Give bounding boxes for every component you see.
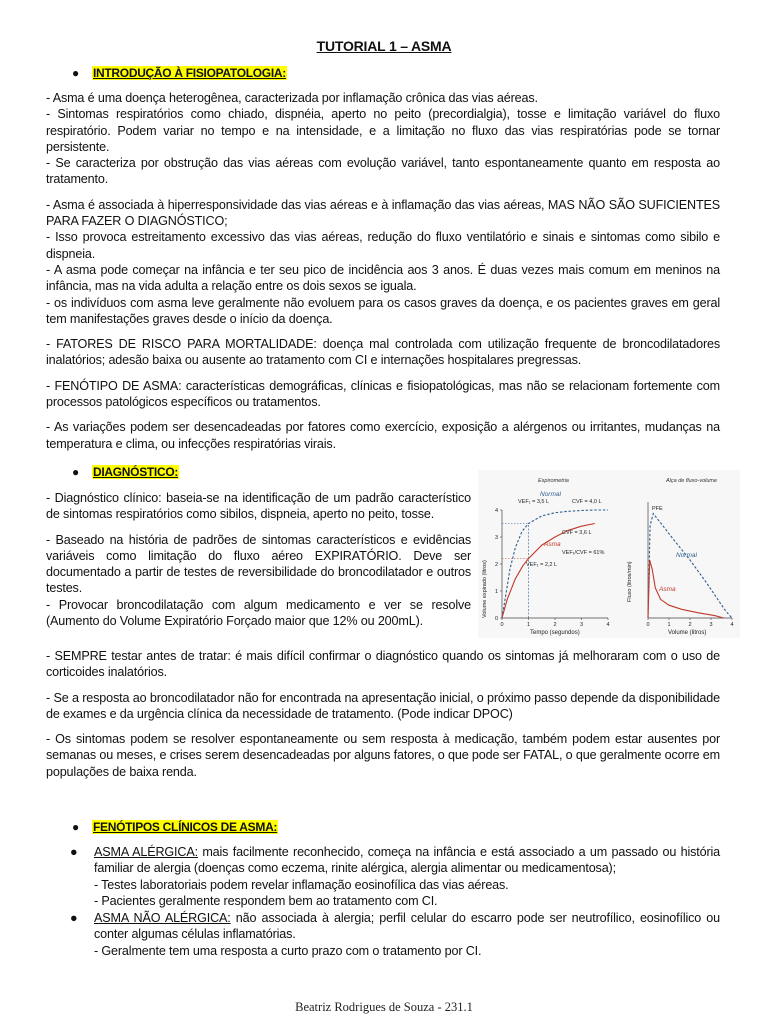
paragraph: - Asma é uma doença heterogênea, caracterizada por inflamação crônica das vias aéreas. (46, 91, 538, 105)
y-tick-label: 2 (495, 562, 499, 568)
annotation-vef1-asma: VEF₁ = 2,2 L (526, 562, 558, 568)
section-heading-fenotipos: ● FENÓTIPOS CLÍNICOS DE ASMA: (72, 820, 278, 834)
annotation-pfe: PFE (652, 506, 663, 512)
paragraph: - Asma é associada à hiperresponsividade das vias aéreas e à inflamação das vias aéreas, MAS NÃO SÃO SUFICIENTES PARA FAZER O DIAGNÓSTICO; (46, 197, 720, 229)
y-tick-label: 0 (495, 616, 499, 622)
y-axis-label: Fluxo (litros/min) (627, 561, 633, 602)
spirometry-figure (478, 470, 740, 638)
x-tick-label: 2 (553, 622, 557, 628)
item-line: - Pacientes geralmente respondem bem ao tratamento com CI. (94, 893, 438, 908)
paragraph: - SEMPRE testar antes de tratar: é mais difícil confirmar o diagnóstico quando os sintomas já melhoraram com o uso de corticoides inalatórios. (46, 649, 720, 680)
y-tick-label: 1 (495, 589, 499, 595)
chart-title: Alça de fluxo-volume (666, 478, 718, 484)
x-tick-label: 0 (500, 622, 504, 628)
footer-author: Beatriz Rodrigues de Souza - 231.1 (295, 1000, 473, 1014)
paragraph: - os indivíduos com asma leve geralmente não evoluem para os casos graves da doença, e os pacientes graves em geral tem manifestações graves desde o início da doença. (46, 295, 720, 326)
annotation-ratio: VEF₁/CVF = 61% (562, 550, 605, 556)
x-tick-label: 1 (667, 622, 671, 628)
diag-text-bottom (46, 648, 720, 780)
annotation-cvf-normal: CVF = 4,0 L (572, 499, 602, 505)
x-tick-label: 4 (606, 622, 610, 628)
item-line: - Testes laboratoriais podem revelar inflamação eosinofílica das vias aéreas. (94, 877, 509, 892)
legend-asma: Asma (544, 541, 561, 548)
bullet-icon: ● (72, 66, 79, 80)
x-tick-label: 4 (730, 622, 734, 628)
item-label: ASMA NÃO ALÉRGICA: (94, 911, 231, 925)
paragraph: - Se a resposta ao broncodilatador não for encontrada na apresentação inicial, o próximo passo depende da disponibilidade de exames e da urgência clínica da necessidade de tratamento. (Pode indicar DPOC) (46, 690, 720, 721)
paragraph: - As variações podem ser desencadeadas por fatores como exercício, exposição a alérgenos ou irritantes, mudanças na temperatura e clima, ou infecções respiratórias virais. (46, 420, 720, 451)
paragraph: - Isso provoca estreitamento excessivo das vias aéreas, redução do fluxo ventilatório e sinais e sintomas como sibilo e dispneia. (46, 230, 720, 261)
item-text: mais facilmente reconhecido, começa na infância e está associado a um passado ou história familiar de alergia (doenças como eczema, rinite alérgica, alergia alimentar ou medicamentosa); (94, 845, 720, 876)
x-tick-label: 2 (688, 622, 692, 628)
x-tick-label: 3 (709, 622, 713, 628)
annotation-vef1-normal: VEF₁ = 3,5 L (518, 499, 550, 505)
legend-normal: Normal (540, 491, 561, 498)
y-tick-label: 4 (495, 508, 499, 514)
x-tick-label: 3 (580, 622, 584, 628)
list-item (72, 910, 720, 959)
paragraph: - Sintomas respiratórios como chiado, dispnéia, aperto no peito (precordialgia), tosse e limitação variável do fluxo respiratório. Podem variar no tempo e na intensidade, e a limitação no fluxo das vias respiratórias pode se tornar persistente. (46, 107, 720, 154)
paragraph: - Se caracteriza por obstrução das vias aéreas com evolução variável, tanto espontaneamente quanto em resposta ao tratamento. (46, 156, 720, 187)
x-tick-label: 0 (646, 622, 650, 628)
paragraph: - FENÓTIPO DE ASMA: características demográficas, clínicas e fisiopatológicas, mas não se relacionam fortemente com processos patológicos específicos ou tratamentos. (46, 378, 720, 410)
intro-text (46, 90, 720, 452)
bullet-icon: ● (70, 911, 78, 925)
item-label: ASMA ALÉRGICA: (94, 845, 198, 859)
paragraph: - Baseado na história de padrões de sintomas característicos e evidências variáveis como limitação do fluxo aéreo EXPIRATÓRIO. Deve ser documentado a partir de testes de reversibilidade do broncodilatador e outros testes. (46, 532, 471, 596)
paragraph: - Diagnóstico clínico: baseia-se na identificação de um padrão característico de sintomas respiratórios como sibilos, dispneia, aperto no peito, tosse. (46, 491, 471, 522)
bullet-icon: ● (72, 465, 79, 479)
section-heading-diagnostico: ● DIAGNÓSTICO: (72, 465, 179, 479)
bullet-icon: ● (72, 820, 79, 834)
bullet-icon: ● (70, 845, 78, 859)
x-tick-label: 1 (527, 622, 531, 628)
diag-text-top (46, 490, 471, 629)
item-text: não associada à alergia; perfil celular do escarro pode ser neutrofílico, eosinofílico ou conter algumas células inflamatórias. (94, 911, 721, 942)
page-title: TUTORIAL 1 – ASMA (316, 38, 452, 54)
paragraph: - A asma pode começar na infância e ter seu pico de incidência aos 3 anos. É duas vezes mais comum em meninos na infância, mas na vida adulta a relação entre os dois sexos se iguala. (46, 262, 720, 294)
chart-title: Espirometria (538, 478, 569, 484)
x-axis-label: Tempo (segundos) (530, 630, 580, 636)
paragraph: - FATORES DE RISCO PARA MORTALIDADE: doença mal controlada com utilização frequente de broncodilatadores inalatórios; adesão baixa ou ausente ao tratamento com CI e internações hospitalares pregressas. (46, 337, 720, 368)
section-heading-intro: ● INTRODUÇÃO À FISIOPATOLOGIA: (72, 66, 286, 80)
y-axis-label: Volume expirado (litros) (482, 560, 488, 618)
paragraph: - Provocar broncodilatação com algum medicamento e ver se resolve (Aumento do Volume Expiratório Forçado maior que 12% ou 200mL). (46, 597, 471, 629)
x-axis-label: Volume (litros) (668, 630, 707, 636)
legend-normal: Normal (676, 552, 697, 559)
annotation-cvf-asma: CVF = 3,6 L (562, 530, 592, 536)
legend-asma: Asma (659, 586, 676, 593)
paragraph: - Os sintomas podem se resolver espontaneamente ou sem resposta à medicação, também podem estar ausentes por semanas ou meses, e crises serem desencadeadas por alguns fatores, o que pode ser FATAL, o que geralmente ocorre em populações de baixa renda. (46, 732, 720, 779)
y-tick-label: 3 (495, 535, 499, 541)
list-item (72, 844, 720, 909)
item-line: - Geralmente tem uma resposta a curto prazo com o tratamento por CI. (94, 943, 482, 958)
